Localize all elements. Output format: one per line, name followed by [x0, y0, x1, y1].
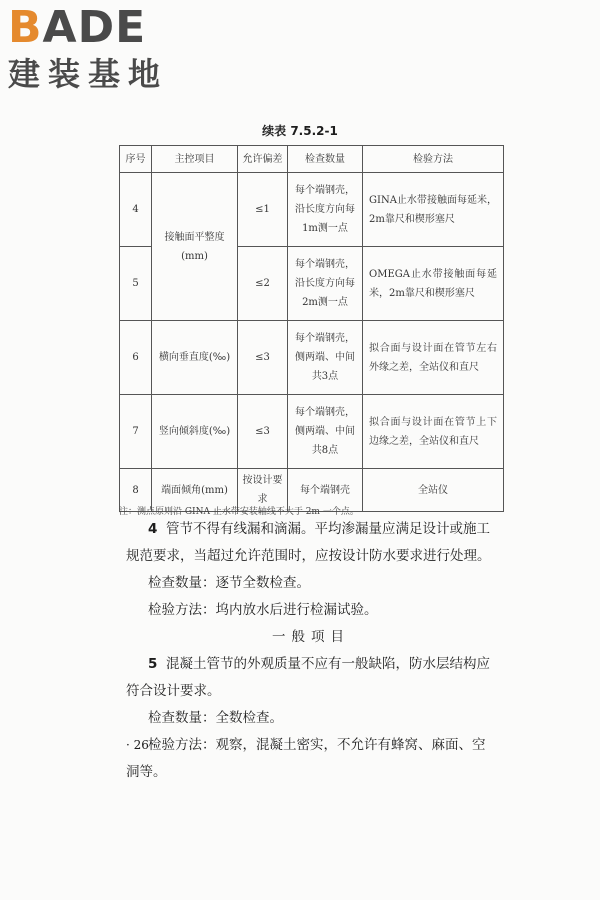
table-caption: 续表 7.5.2-1 — [262, 124, 338, 138]
table-row — [120, 395, 504, 469]
cell-item: 接触面平整度(mm) — [152, 173, 238, 321]
cell-no: 8 — [120, 469, 152, 512]
cell-no: 4 — [120, 173, 152, 247]
cell-no: 7 — [120, 395, 152, 469]
cell-item: 端面倾角(mm) — [152, 469, 238, 512]
header-item: 主控项目 — [152, 146, 238, 173]
cell-tolerance: ≤3 — [238, 395, 288, 469]
paragraph-5: 5 混凝土管节的外观质量不应有一般缺陷，防水层结构应符合设计要求。 — [126, 656, 490, 699]
logo-subtitle: 建装基地 — [8, 55, 169, 93]
header-no: 序号 — [120, 146, 152, 173]
header-method: 检验方法 — [363, 146, 504, 173]
cell-method: GINA止水带接触面每延米，2m靠尺和楔形塞尺 — [363, 173, 504, 247]
page-number: · 26 · — [126, 738, 157, 752]
cell-method: 全站仪 — [363, 469, 504, 512]
cell-tolerance: ≤1 — [238, 173, 288, 247]
check-method-4: 检验方法：坞内放水后进行检漏试验。 — [148, 602, 378, 618]
check-method-5: 检验方法：观察，混凝土密实，不允许有蜂窝、麻面、空洞等。 — [126, 737, 486, 780]
cell-quantity: 每个端钢壳，侧两端、中间共8点 — [288, 395, 363, 469]
cell-method: OMEGA止水带接触面每延米，2m靠尺和楔形塞尺 — [363, 247, 504, 321]
cell-quantity: 每个端钢壳，沿长度方向每2m测一点 — [288, 247, 363, 321]
cell-no: 5 — [120, 247, 152, 321]
check-quantity-4: 检查数量：逐节全数检查。 — [148, 575, 310, 591]
cell-item: 横向垂直度(‰) — [152, 321, 238, 395]
cell-method: 拟合面与设计面在管节左右外缘之差，全站仪和直尺 — [363, 321, 504, 395]
cell-no: 6 — [120, 321, 152, 395]
table-row — [120, 173, 504, 247]
logo-wordmark: BADE — [8, 2, 147, 53]
cell-quantity: 每个端钢壳 — [288, 469, 363, 512]
cell-method: 拟合面与设计面在管节上下边缘之差，全站仪和直尺 — [363, 395, 504, 469]
cell-item: 竖向倾斜度(‰) — [152, 395, 238, 469]
cell-quantity: 每个端钢壳，沿长度方向每1m测一点 — [288, 173, 363, 247]
check-quantity-5: 检查数量：全数检查。 — [148, 710, 283, 726]
table-row — [120, 321, 504, 395]
section-heading: 一般项目 — [272, 629, 350, 645]
table-note: 注：测点原则沿 GINA 止水带安装轴线不大于 2m 一个点。 — [119, 507, 359, 517]
table-header-row — [120, 146, 504, 173]
logo — [8, 2, 188, 93]
inspection-table — [119, 145, 504, 512]
cell-tolerance: 按设计要求 — [238, 469, 288, 512]
cell-tolerance: ≤3 — [238, 321, 288, 395]
header-quantity: 检查数量 — [288, 146, 363, 173]
body-text — [126, 516, 496, 786]
cell-quantity: 每个端钢壳，侧两端、中间共3点 — [288, 321, 363, 395]
paragraph-4: 4 管节不得有线漏和滴漏。平均渗漏量应满足设计或施工规范要求，当超过允许范围时，应按设计防水要求进行处理。 — [126, 521, 491, 564]
header-tolerance: 允许偏差 — [238, 146, 288, 173]
cell-tolerance: ≤2 — [238, 247, 288, 321]
